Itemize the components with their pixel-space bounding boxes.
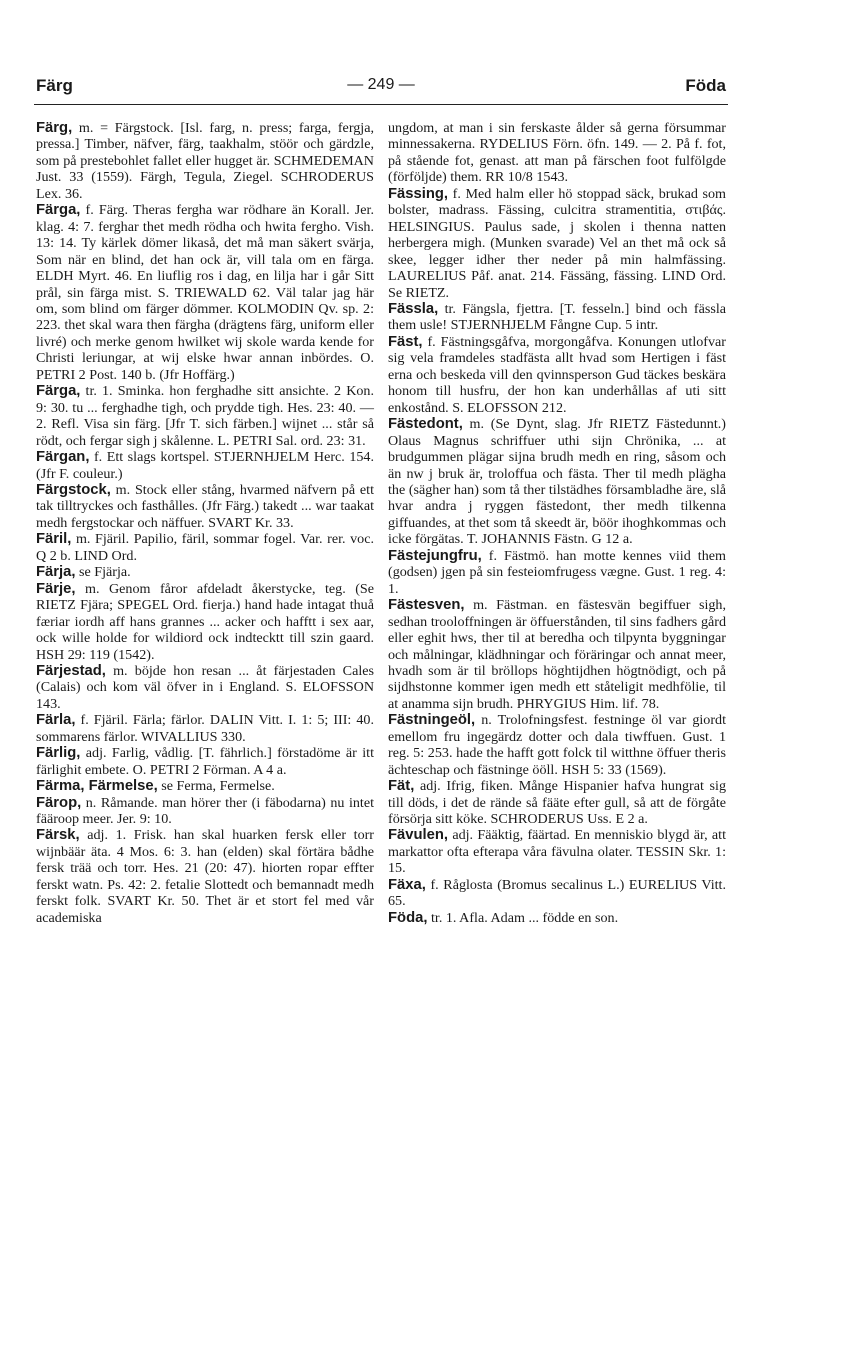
dictionary-entry bbox=[388, 416, 726, 548]
entry-headword: Färga, bbox=[36, 202, 81, 219]
entry-definition: se Fjärja. bbox=[75, 564, 131, 581]
entry-definition: ungdom, at man i sin ferskaste ålder så gerna försummar minnessakerna. RYDELIUS Förn. öfn. 149. — 2. På f. fot, på stående fot, genast. att man på färschen foot fulfölgde (förföljde) them. RR 10/8 1543. bbox=[388, 120, 726, 186]
entry-definition: adj. Ifrig, fiken. Månge Hispanier hafva hungrat sig till döds, i det de rände så fääte efter gull, så att de förgåte försörja sitt köke. SCHRODERUS Uss. E 2 a. bbox=[388, 778, 726, 828]
entry-headword: Föda, bbox=[388, 909, 428, 926]
page-header bbox=[36, 76, 726, 100]
dictionary-entry bbox=[388, 120, 726, 186]
entry-headword: Fästningeöl, bbox=[388, 712, 476, 729]
page-number: — 249 — bbox=[347, 76, 415, 93]
entry-definition: m. Genom fåror afdeladt åkerstycke, teg. (Se RIETZ Fjära; SPEGEL Ord. fierja.) hand hade intagat thuå færiar iordh aff hans grannes ... acker och hafftt i sex aar, ock wille holde for wildiord ock indtecktt till szin gaard. HSH 29: 119 (1542). bbox=[36, 580, 374, 663]
dictionary-entry bbox=[36, 778, 374, 794]
entry-definition: m. böjde hon resan ... åt färjestaden Cales (Calais) och kom väl öfver in i England. S. ELOFSSON 143. bbox=[36, 662, 374, 712]
entry-definition: f. Ett slags kortspel. STJERNHJELM Herc. 154. (Jfr F. couleur.) bbox=[36, 449, 374, 482]
entry-headword: Färma, Färmelse, bbox=[36, 778, 158, 795]
entry-headword: Fästejungfru, bbox=[388, 547, 482, 564]
dictionary-entry bbox=[36, 581, 374, 663]
entry-definition: tr. Fängsla, fjettra. [T. fesseln.] bind och fässla them usle! STJERNHJELM Fångne Cup. 5 intr. bbox=[388, 300, 726, 334]
entry-definition: tr. 1. Afla. Adam ... födde en son. bbox=[427, 909, 619, 926]
dictionary-entry bbox=[36, 449, 374, 482]
dictionary-entry bbox=[36, 383, 374, 449]
dictionary-entry bbox=[388, 597, 726, 712]
dictionary-entry bbox=[388, 334, 726, 416]
entry-definition: m. (Se Dynt, slag. Jfr RIETZ Fästedunnt.) Olaus Magnus schriffuer uthi sijn Chrönika, ... at brudgummen plägar sijna brudh medh en ring, såsom och än nw j bruk är, troloffua och fästa. Ther til medh plägha the (sägher han) som tå ther tilstädhes försambladhe äre, slå hvar andra j ryggen fästedont, ther medh tilkenna giffuandes, at thet som tå skeedt är, böör ihoghkommas och icke förgätas. T. JOHANNIS Fästn. G 12 a. bbox=[388, 416, 726, 548]
entry-headword: Fävulen, bbox=[388, 827, 449, 844]
entry-headword: Färop, bbox=[36, 794, 82, 811]
entry-headword: Färla, bbox=[36, 712, 76, 729]
entry-headword: Färgan, bbox=[36, 449, 90, 466]
entry-definition: m. = Färgstock. [Isl. farg, n. press; farga, fergja, pressa.] Timber, näfver, färg, taakhalm, stöör och gärdzle, som på prestebohlet fallet eller hugget är. SCHMEDEMAN Just. 33 (1559). Färgh, Tegula, Ziegel. SCHRODERUS Lex. 36. bbox=[36, 120, 374, 202]
entry-headword: Fät, bbox=[388, 778, 415, 795]
entry-definition: f. Fästmö. han motte kennes viid them (godsen) jgen på sin festeiomfrugess vægne. Gust. 1 reg. 4: 1. bbox=[388, 547, 726, 597]
entry-definition: m. Fästman. en fästesvän begiffuer sigh, sedhan trooloffningen är öffuerstånden, til sins fadhers gård eller eghit hws, ther til at beredha och tilpynta byggningar och målningar, klädhningar och föräringar och annat meer, hvadh som är til bröllops höghtijdhen högtnödigt, och på sijdhstonne kommer igen medh ett ståteligit medhfölie, til at anamma sijn brudh. PHRYGIUS Him. lif. 78. bbox=[388, 597, 726, 712]
dictionary-entry bbox=[388, 301, 726, 334]
dictionary-entry bbox=[388, 910, 726, 926]
entry-headword: Färja, bbox=[36, 564, 76, 581]
entry-headword: Färil, bbox=[36, 531, 72, 548]
dictionary-entry bbox=[36, 827, 374, 926]
entry-headword: Fässla, bbox=[388, 300, 439, 317]
entry-definition: n. Råmande. man hörer ther (i fäbodarna) nu intet fääroop meer. Jer. 9: 10. bbox=[36, 794, 374, 828]
entry-headword: Fästesven, bbox=[388, 597, 465, 614]
dictionary-entry bbox=[36, 795, 374, 828]
entry-headword: Fästedont, bbox=[388, 416, 463, 433]
entry-definition: adj. Fääktig, fäärtad. En menniskio blygd är, att markattor ofta efterapa våra fävulna olater. TESSIN Skr. 1: 15. bbox=[388, 827, 726, 877]
dictionary-entry bbox=[388, 548, 726, 597]
entry-headword: Fässing, bbox=[388, 185, 449, 202]
entry-definition: f. Fästningsgåfva, morgongåfva. Konungen utlofvar sig vela framdeles stadfästa allt hvad som Hertigen i fäst erna och beskeda vill den qvinnsperson Gud täckes beskära honom till husfru, der hon kan underhållas af uti sitt enkostånd. S. ELOFSSON 212. bbox=[388, 333, 726, 416]
dictionary-entry bbox=[388, 186, 726, 301]
entry-definition: f. Med halm eller hö stoppad säck, brukad som bolster, madrass. Fässing, culcitra stramentitia, στιβάς. HELSINGIUS. Paulus sade, j skolen i thenna natten herbergera migh. (Munken svarade) Vel an thet må ock så skee, legger idher ther neder på min halmfässing. LAURELIUS Påf. anat. 214. Fässäng, fässing. LIND Ord. Se RIETZ. bbox=[388, 185, 726, 301]
entry-definition: m. Stock eller stång, hvarmed näfvern på ett tak tilltryckes och fasthålles. (Jfr Färg.) takedt ... war taakat medh fergstockar och näffuer. SVART Kr. 33. bbox=[36, 481, 374, 531]
left-column bbox=[36, 120, 374, 926]
dictionary-entry bbox=[36, 564, 374, 580]
entry-definition: m. Fjäril. Papilio, färil, sommar fogel. Var. rer. voc. Q 2 b. LIND Ord. bbox=[36, 531, 374, 564]
entry-headword: Färg, bbox=[36, 120, 73, 136]
dictionary-entry bbox=[388, 712, 726, 778]
entry-definition: se Ferma, Fermelse. bbox=[157, 778, 275, 795]
dictionary-entry bbox=[36, 663, 374, 712]
entry-headword: Färga, bbox=[36, 383, 81, 400]
dictionary-entry bbox=[388, 877, 726, 910]
entry-headword: Färje, bbox=[36, 580, 76, 597]
entry-definition: f. Färg. Theras fergha war rödhare än Korall. Jer. klag. 4: 7. ferghar thet medh rödha och hwita fergho. Vish. 13: 14. Ty kärlek dömer likaså, det må man säkert svärja, Som när en blind, det han ock är, vill tala om en färga. ELDH Myrt. 46. En liuflig ros i dag, en lilja har i går Sitt prål, sin färga mist. S. TRIEWALD 62. Väl talar jag här om, som blind om färger dömmer. KOLMODIN Qv. sp. 2: 223. thet skal wara then färgha (drägtens färg, uniform eller livré) och merke genom hwilket wij skole warda kende for Christi leriungar, at wij elske hwar annan inbördes. O. PETRI 2 Post. 140 b. (Jfr Hoffärg.) bbox=[36, 202, 374, 383]
dictionary-entry bbox=[36, 745, 374, 778]
entry-definition: adj. 1. Frisk. han skal huarken fersk eller torr wijnbäär äta. 4 Mos. 6: 3. han (elden) skal förtära bådhe fersk trää och torr. Hes. 21 (20: 47). hiorten ropar effter ferskt watn. Ps. 42: 2. fetalie Slottedt och bemannadt medh ferskt folk. SVART Kr. 50. Thet är et stort fel med vår academiska bbox=[36, 827, 374, 926]
dictionary-entry bbox=[388, 778, 726, 827]
entry-definition: n. Trolofningsfest. festninge öl var giordt emellom fru ingegärdz dotter och dala tiwffuen. Gust. 1 reg. 5: 253. hade the hafft gott folck til witthne öffuer theris ächteschap och fästninge ööll. HSH 5: 33 (1569). bbox=[388, 712, 726, 778]
entry-headword: Färlig, bbox=[36, 745, 81, 762]
dictionary-entry bbox=[36, 202, 374, 383]
dictionary-entry bbox=[388, 827, 726, 876]
running-head-right: Föda bbox=[685, 76, 726, 95]
entry-headword: Fäxa, bbox=[388, 876, 426, 893]
entry-headword: Fäst, bbox=[388, 333, 423, 350]
dictionary-entry bbox=[36, 531, 374, 564]
right-column bbox=[388, 120, 726, 926]
entry-definition: f. Fjäril. Färla; färlor. DALIN Vitt. I. 1: 5; III: 40. sommarens färlor. WIVALLIUS 330. bbox=[36, 712, 374, 745]
running-head-left: Färg bbox=[36, 76, 73, 95]
dictionary-entry bbox=[36, 482, 374, 531]
entry-headword: Färsk, bbox=[36, 827, 80, 844]
dictionary-entry bbox=[36, 712, 374, 745]
header-rule bbox=[34, 104, 728, 105]
entry-definition: f. Råglosta (Bromus secalinus L.) EURELIUS Vitt. 65. bbox=[388, 876, 726, 910]
dictionary-entry bbox=[36, 120, 374, 202]
entry-definition: tr. 1. Sminka. hon ferghadhe sitt ansichte. 2 Kon. 9: 30. tu ... ferghadhe tigh, och prydde tigh. Hes. 23: 40. — 2. Refl. Visa sin färg. [Jfr T. sich färben.] wijnet ... står så rödt, och fergar sigh j skålenne. L. PETRI Sal. ord. 23: 31. bbox=[36, 383, 374, 449]
entry-definition: adj. Farlig, vådlig. [T. fährlich.] förstadöme är itt färlighit embete. O. PETRI 2 Förman. A 4 a. bbox=[36, 745, 374, 778]
entry-headword: Färgstock, bbox=[36, 481, 111, 498]
entry-headword: Färjestad, bbox=[36, 662, 106, 679]
